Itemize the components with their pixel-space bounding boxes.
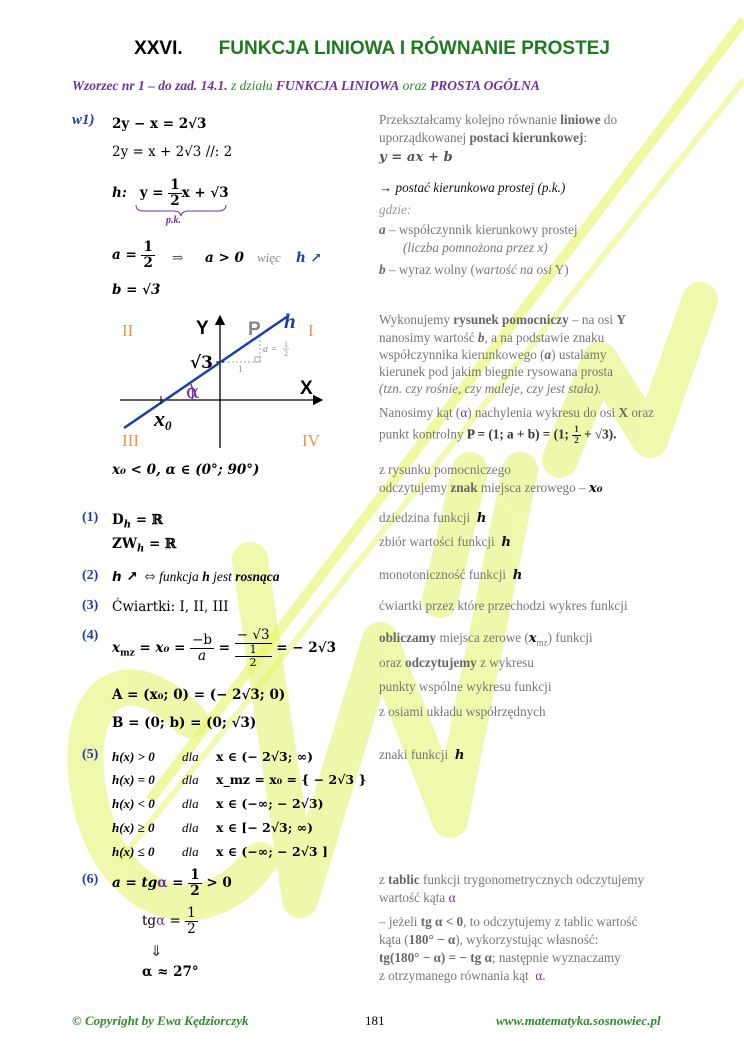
s6-r2: wartość kąta α	[379, 890, 456, 905]
intro-line: Wzorzec nr 1 – do zad. 14.1. z działu FUNKCJA LINIOWA oraz PROSTA OGÓLNA	[72, 78, 540, 93]
g2: nanosimy wartość b, a na podstawie znaku	[379, 330, 605, 345]
s6-r6: z otrzymanego równania kąt α.	[379, 968, 546, 983]
footer-website[interactable]: www.matematyka.sosnowiec.pl	[496, 1013, 661, 1028]
g3: współczynnika kierunkowego (a) ustalamy	[379, 347, 607, 362]
s5-label: (5)	[82, 747, 99, 762]
a-cond: a > 0	[205, 250, 244, 266]
footer-copyright: © Copyright by Ewa Kędziorczyk	[72, 1013, 249, 1028]
point-a: A = (x₀; 0) = (− 2√3; 0)	[112, 687, 286, 703]
s6-r5: tg(180° − α) = − tg α; następnie wyznaczamy	[379, 950, 621, 965]
eq1: 2y − x = 2√3	[112, 116, 207, 132]
sign-set: x ∈ (−∞; − 2√3)	[216, 796, 324, 811]
sign-set: x ∈ (−∞; − 2√3 ]	[216, 844, 328, 859]
implies: ⇒	[172, 250, 184, 266]
s6-arrow: ⇓	[150, 942, 163, 960]
range: $ZW_h$ = ℝ	[112, 536, 177, 555]
sign-set: x ∈ (− 2√3; ∞)	[216, 749, 314, 764]
r2: uporządkowanej postaci kierunkowej:	[379, 130, 588, 145]
s1-right2: zbiór wartości funkcji h	[379, 534, 511, 550]
wiec: więc	[257, 250, 281, 265]
eq2: 2y = x + 2√3 //: 2	[112, 144, 233, 160]
point-b: B = (0; b) = (0; √3)	[112, 715, 257, 731]
sign-line: x₀ < 0, α ∈ (0°; 90°)	[112, 462, 260, 478]
r7: (liczba pomnożona przez x)	[403, 240, 548, 255]
sign-dla: dla	[182, 772, 199, 787]
s6-r3: – jeżeli tg α < 0, to odczytujemy z tablic wartość	[379, 914, 638, 929]
z1: z rysunku pomocniczego	[379, 462, 511, 477]
s4-r4: z osiami układu współrzędnych	[379, 704, 546, 719]
quadrant-4: IV	[302, 431, 320, 450]
quadrant-1: I	[308, 321, 314, 340]
sign-dla: dla	[182, 844, 199, 859]
axis-y-label: Y	[196, 318, 209, 339]
quadrant-3: III	[122, 431, 139, 450]
s3-left: Ćwiartki: I, II, III	[112, 599, 229, 615]
s6-label: (6)	[82, 872, 99, 887]
z2: odczytujemy znak miejsca zerowego – x₀	[379, 480, 603, 496]
r8: b – wyraz wolny (wartość na osi Y)	[379, 262, 569, 277]
s4-r1: obliczamy miejsca zerowe $(x_{mz})$ funkcji	[379, 630, 593, 648]
sign-row: h(x) > 0	[112, 749, 155, 764]
sign-set: x_mz = x₀ = { − 2√3 }	[216, 772, 367, 787]
r5: gdzie:	[379, 202, 412, 217]
sign-row: h(x) = 0	[112, 772, 155, 787]
helper-graph	[112, 308, 330, 456]
s1-right1: dziedzina funkcji h	[379, 510, 487, 526]
quadrant-2: II	[122, 321, 134, 340]
x0-label: x0	[154, 406, 172, 433]
sign-row: h(x) ≥ 0	[112, 820, 155, 835]
s4-r3: punkty wspólne wykresu funkcji	[379, 679, 552, 694]
sign-set: x ∈ [− 2√3; ∞)	[216, 820, 314, 835]
axis-x-label: X	[300, 378, 313, 399]
svg-text:1: 1	[284, 340, 288, 349]
r3: y = ax + b	[379, 150, 453, 165]
g1: Wykonujemy rysunek pomocniczy – na osi Y	[379, 312, 626, 327]
sign-row: h(x) ≤ 0	[112, 844, 155, 859]
sign-dla: dla	[182, 796, 199, 811]
s6-l1: a = tgα = $\frac{1}{2}$ > 0	[112, 867, 232, 899]
chapter-number: XXVI.	[134, 38, 183, 59]
domain: $D_h$ = ℝ	[112, 512, 163, 531]
h-equation: h: y = $\frac{1}{2}$ x + √3	[112, 177, 229, 209]
page-title	[0, 38, 744, 60]
page-number: 181	[365, 1013, 385, 1028]
s2-right: monotoniczność funkcji h	[379, 567, 523, 583]
s5-right: znaki funkcji h	[379, 747, 465, 763]
s1-label: (1)	[82, 510, 99, 525]
r4: → postać kierunkowa prostej (p.k.)	[379, 180, 566, 195]
g6: Nanosimy kąt (α) nachylenia wykresu do osi X oraz	[379, 405, 655, 420]
svg-text:2: 2	[284, 349, 288, 358]
sqrt3-tick: √3	[190, 353, 214, 373]
step-a: a =	[263, 344, 278, 355]
pk-label: p.k.	[166, 215, 181, 226]
w1-label: w1)	[72, 112, 95, 128]
g5: (tzn. czy rośnie, czy maleje, czy jest stała).	[379, 381, 602, 396]
r1: Przekształcamy kolejno równanie liniowe do	[379, 112, 618, 127]
sign-dla: dla	[182, 820, 199, 835]
alpha-label: α	[186, 379, 200, 403]
s2-left: h ↗ ⇔ funkcja h jest rosnąca	[112, 569, 280, 585]
pk-brace	[134, 203, 228, 217]
line-label: h	[284, 309, 296, 333]
s3-label: (3)	[82, 598, 99, 613]
sign-row: h(x) < 0	[112, 796, 155, 811]
sign-dla: dla	[182, 749, 199, 764]
s4-zero: $x_{mz} = x_0$ = $\frac{-b}{a}$ = − √3 1 2 = − 2√3	[112, 627, 336, 669]
s2-label: (2)	[82, 568, 99, 583]
s6-l3: α ≈ 27°	[142, 964, 199, 980]
s3-right: ćwiartki przez które przechodzi wykres funkcji	[379, 598, 628, 613]
g7: punkt kontrolny P = (1; a + b) = (1; $\frac{1}{2}$ + √3).	[379, 424, 617, 445]
h-arrow: h ↗	[296, 250, 322, 266]
b-line: b = √3	[112, 282, 161, 298]
s4-r2: oraz odczytujemy z wykresu	[379, 655, 534, 670]
s6-r1: z tablic funkcji trygonometrycznych odczytujemy	[379, 872, 645, 887]
step-one: 1	[238, 364, 243, 374]
a-line: a = $\frac{1}{2}$	[112, 239, 153, 271]
r6: a – współczynnik kierunkowy prostej	[379, 222, 578, 237]
s4-label: (4)	[82, 628, 99, 643]
s6-r4: kąta (180° − α), wykorzystując własność:	[379, 932, 599, 947]
g4: kierunek pod jakim biegnie rysowana prosta	[379, 364, 614, 379]
chapter-title: FUNKCJA LINIOWA I RÓWNANIE PROSTEJ	[218, 38, 610, 59]
s6-l2: tgα = $\frac{1}{2}$	[142, 905, 196, 937]
point-p: P	[248, 319, 261, 340]
